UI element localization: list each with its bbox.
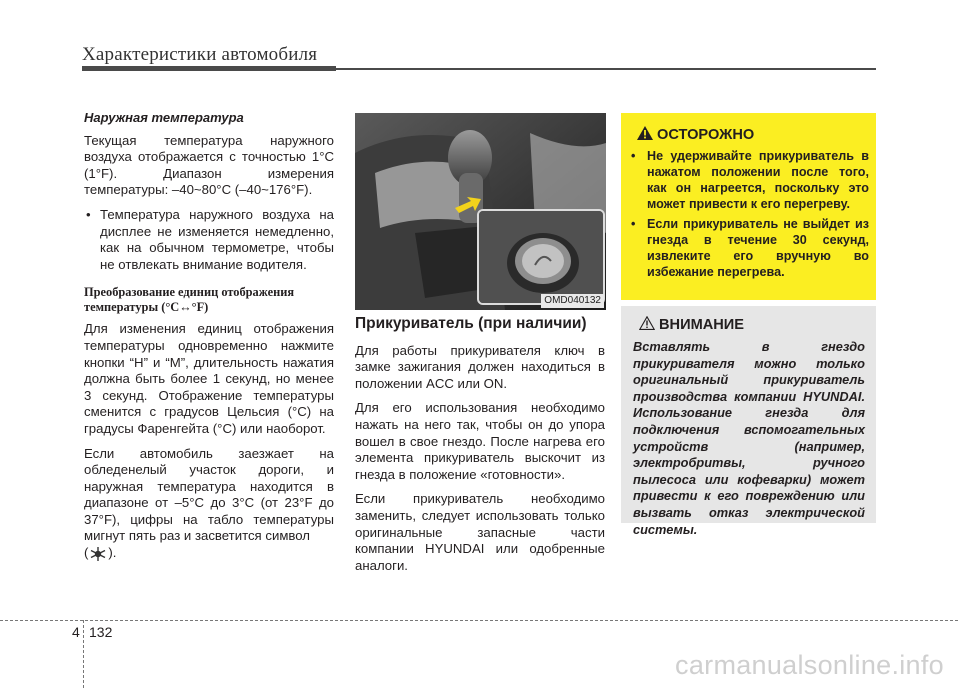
photo-code-label: OMD040132 bbox=[541, 294, 604, 308]
lighter-heading: Прикуриватель (при наличии) bbox=[355, 315, 587, 332]
warning-item bbox=[631, 216, 869, 280]
outside-temp-heading: Наружная температура bbox=[84, 110, 244, 125]
lighter-paragraph-1: Для работы прикуривателя ключ в замке зажигания должен находиться в положении ACC или ON. bbox=[355, 342, 605, 391]
bullet-dot: • bbox=[86, 206, 91, 222]
outside-temp-bullet-text: Температура наружного воздуха на дисплее не изменяется немедленно, как на обычном термометре, чтобы не отвлекать внимание водителя. bbox=[100, 206, 334, 272]
bullet-dot: • bbox=[631, 217, 636, 231]
footer-rule bbox=[0, 620, 960, 621]
warning-item-text: Если прикуриватель не выйдет из гнезда в течение 30 секунд, извлеките его вручную во избежание перегрева. bbox=[647, 217, 869, 279]
footer-divider bbox=[83, 620, 84, 689]
cigarette-lighter-photo bbox=[355, 113, 606, 310]
header-rule-thick bbox=[82, 66, 336, 71]
warning-list bbox=[631, 148, 869, 284]
warning-item-text: Не удерживайте прикуриватель в нажатом положении после того, как он нагреется, поскольку это может привести к его перегреву. bbox=[647, 149, 869, 211]
snowflake-icon bbox=[88, 546, 108, 562]
caution-title: ВНИМАНИЕ bbox=[659, 317, 745, 333]
icy-road-text: Если автомобиль заезжает на обледенелый участок дороги, и наружная температура находится в диапазоне от –5°C до 3°C (от 23°F до 37°F), цифры на табло температуры мигнут пять раз и засветится символ bbox=[84, 445, 334, 544]
lighter-closeup-inset bbox=[477, 209, 605, 305]
units-paragraph: Для изменения единиц отображения температуры одновременно нажмите кнопки “H” и “M”, длительность нажатия должна быть более 1 секунд, но менее 3 секунд. Отображение температуры сменится с градусов Цельсия (°C) на градусы Фаренгейта (°C) или наоборот. bbox=[84, 321, 334, 436]
caution-title-row bbox=[639, 316, 744, 333]
warning-title-row bbox=[637, 126, 754, 143]
warning-triangle-icon bbox=[637, 126, 653, 140]
units-heading: Преобразование единиц отображения температуры (°C↔°F) bbox=[84, 285, 295, 315]
outside-temp-bullet bbox=[84, 207, 334, 273]
caution-text: Вставлять в гнездо прикуривателя можно только оригинальный прикуриватель производства компании HYUNDAI. Использование гнезда для подключения вспомогательных устройств (например, электробритвы, ручного пылесоса или кофеварки) может привести к его повреждению или вызвать отказ электрической системы. bbox=[633, 339, 865, 537]
page-number: 132 bbox=[89, 624, 113, 640]
warning-item bbox=[631, 148, 869, 212]
lighter-paragraph-2: Для его использования необходимо нажать на него так, чтобы он до упора вошел в свое гнездо. После нагрева его элемента прикуриватель выскочит из гнезда в положение «готовности». bbox=[355, 400, 605, 482]
header-rule-thin bbox=[336, 68, 876, 70]
lighter-paragraph-3: Если прикуриватель необходимо заменить, следует использовать только оригинальные запасные части компании HYUNDAI или одобренные аналоги. bbox=[355, 491, 605, 573]
icy-road-open: ( bbox=[84, 545, 89, 561]
bullet-dot: • bbox=[631, 149, 636, 163]
outside-temp-paragraph: Текущая температура наружного воздуха отображается с точностью 1°C (1°F). Диапазон измерения температуры: –40~80°C (–40~176°F). bbox=[84, 132, 334, 198]
warning-box bbox=[621, 113, 876, 300]
page-header-title: Характеристики автомобиля bbox=[82, 44, 318, 65]
site-watermark: carmanualsonline.info bbox=[675, 650, 944, 680]
middle-column bbox=[355, 316, 605, 582]
chapter-number: 4 bbox=[72, 624, 80, 640]
caution-triangle-icon bbox=[639, 316, 655, 330]
left-column bbox=[84, 110, 334, 570]
warning-title: ОСТОРОЖНО bbox=[657, 127, 755, 143]
icy-road-paragraph bbox=[84, 446, 334, 562]
icy-road-close: ). bbox=[108, 545, 117, 561]
caution-box bbox=[621, 306, 876, 537]
lighter-socket-illustration bbox=[479, 211, 603, 303]
